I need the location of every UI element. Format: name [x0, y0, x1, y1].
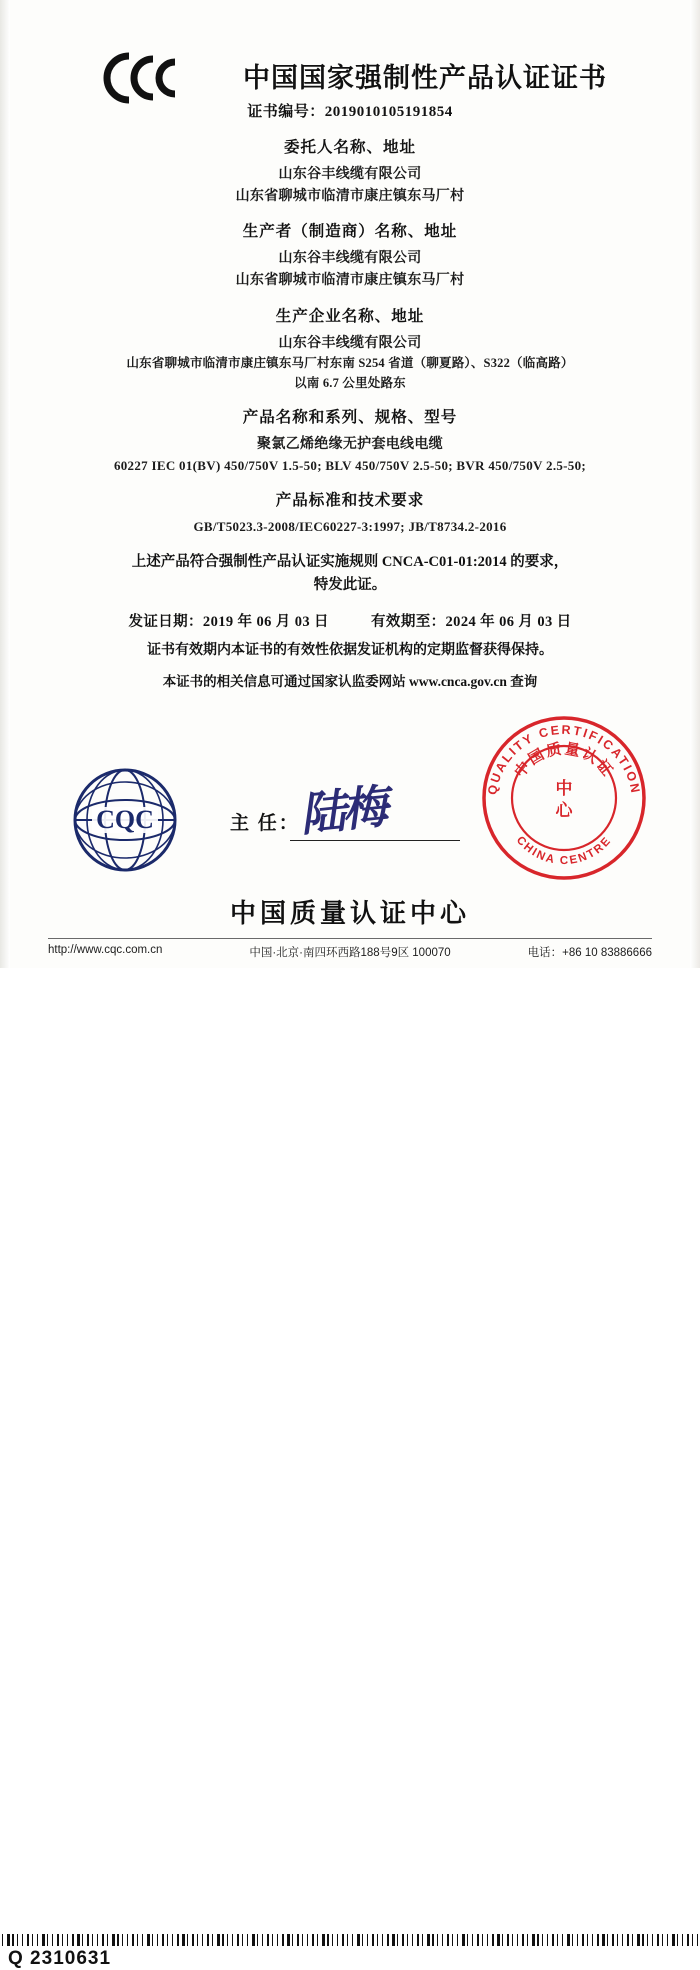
footer-address: 中国·北京·南四环西路188号9区 100070 [249, 947, 451, 959]
valid-until-date: 有效期至：2024 年 06 月 03 日 [371, 613, 572, 630]
barcode-stripes [0, 1934, 700, 1946]
svg-text:中: 中 [555, 779, 573, 798]
footer-website[interactable]: http://www.cqc.com.cn [48, 944, 163, 956]
certificate-number: 证书编号：2019010105191854 [247, 104, 453, 120]
director-label: 主 任： [230, 813, 300, 834]
director-signature: 陆梅 [297, 781, 387, 841]
barcode-number: Q 2310631 [8, 1948, 112, 1969]
product-name: 聚氯乙烯绝缘无护套电线电缆 [257, 437, 443, 453]
conformity-statement-line2: 特发此证。 [313, 577, 387, 594]
footer-divider [48, 938, 652, 939]
certificate-header [0, 26, 700, 96]
svg-text:中国质量认证: 中国质量认证 [512, 741, 616, 781]
cqc-logo-icon [70, 765, 180, 875]
factory-address-line2: 以南 6.7 公里处路东 [294, 375, 406, 390]
section-heading-manufacturer: 生产者（制造商）名称、地址 [242, 223, 458, 241]
product-standards: GB/T5023.3-2008/IEC60227-3:1997; JB/T8734.2-2016 [193, 519, 507, 535]
client-name: 山东谷丰线缆有限公司 [278, 167, 422, 182]
factory-name: 山东谷丰线缆有限公司 [278, 335, 422, 351]
barcode-area [0, 968, 700, 1969]
footer [48, 944, 652, 962]
issue-date: 发证日期：2019 年 06 月 03 日 [128, 613, 329, 630]
section-heading-client: 委托人名称、地址 [283, 139, 416, 156]
svg-text:CQC: CQC [96, 805, 154, 834]
ccc-logo-icon [96, 50, 188, 104]
client-address: 山东省聊城市临清市康庄镇东马厂村 [235, 188, 465, 204]
official-seal [478, 712, 650, 884]
certificate-body [40, 100, 660, 690]
validity-note: 证书有效期内本证书的有效性依据发证机构的定期监督获得保持。 [147, 642, 553, 658]
product-models: 60227 IEC 01(BV) 450/750V 1.5-50; BLV 450/750V 2.5-50; BVR 450/750V 2.5-50; [113, 457, 587, 473]
factory-address-line1: 山东省聊城市临清市康庄镇东马厂村东南 S254 省道（聊夏路）、S322（临高路） [126, 356, 574, 371]
footer-phone: 电话：+86 10 83886666 [527, 947, 652, 959]
page-edge-left [0, 0, 10, 1008]
conformity-statement-line1: 上述产品符合强制性产品认证实施规则 CNCA-C01-01:2014 的要求， [131, 554, 569, 571]
verify-note: 本证书的相关信息可通过国家认监委网站 www.cnca.gov.cn 查询 [162, 673, 538, 689]
svg-text:QUALITY CERTIFICATION: QUALITY CERTIFICATION [485, 722, 643, 796]
section-heading-product: 产品名称和系列、规格、型号 [242, 409, 458, 427]
manufacturer-address: 山东省聊城市临清市康庄镇东马厂村 [235, 273, 465, 289]
organization-name: 中国质量认证中心 [229, 899, 470, 928]
svg-text:CHINA: CHINA CENTRE [513, 834, 615, 868]
section-heading-standards: 产品标准和技术要求 [275, 492, 425, 510]
page-title: 中国国家强制性产品认证证书 [243, 63, 607, 93]
page-edge-right [690, 0, 700, 1008]
svg-text:心: 心 [555, 801, 573, 820]
manufacturer-name: 山东谷丰线缆有限公司 [278, 251, 422, 267]
section-heading-factory: 生产企业名称、地址 [275, 307, 425, 325]
